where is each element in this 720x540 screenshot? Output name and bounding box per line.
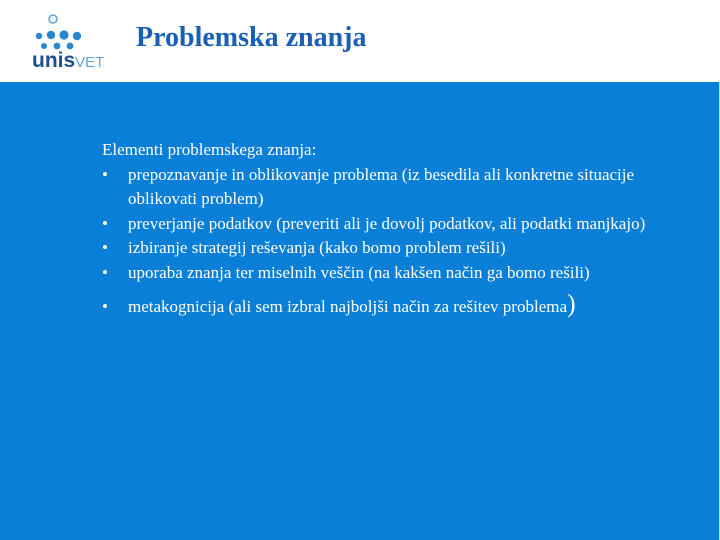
bullet-item bbox=[102, 212, 702, 237]
slide-title: Problemska znanja bbox=[136, 22, 367, 53]
bullet-dot: • bbox=[102, 238, 108, 257]
bullet-item bbox=[102, 163, 702, 212]
bullet-item bbox=[102, 236, 702, 261]
content-text bbox=[102, 138, 702, 320]
bullet-text: prepoznavanje in oblikovanje problema (iz besedila ali konkretne situacije oblikovati problem) bbox=[128, 164, 635, 208]
unisvet-logo bbox=[30, 12, 130, 76]
bullet-dot: • bbox=[102, 297, 108, 316]
svg-text:unisVET bbox=[32, 49, 104, 72]
bullet-text: izbiranje strategij reševanja (kako bomo problem rešili) bbox=[128, 238, 506, 257]
bullet-text: uporaba znanja ter miselnih veščin (na kakšen način ga bomo rešili) bbox=[128, 262, 590, 282]
bullet-text: preverjanje podatkov (preveriti ali je dovolj podatkov, ali podatki manjkajo) bbox=[128, 213, 646, 233]
slide-header bbox=[0, 0, 720, 82]
bullet-dot: • bbox=[102, 262, 108, 282]
closing-parenthesis: ) bbox=[567, 289, 576, 318]
bullet-dot: • bbox=[102, 164, 108, 184]
bullet-dot: • bbox=[102, 213, 108, 233]
logo-text-dark: unis bbox=[32, 49, 76, 72]
bullet-text: metakognicija (ali sem izbral najboljši način za rešitev problema bbox=[128, 297, 568, 316]
bullet-item bbox=[102, 289, 702, 320]
logo-text-light: VET bbox=[75, 54, 105, 71]
bullet-list bbox=[102, 163, 702, 320]
bullet-item bbox=[102, 261, 702, 286]
content-heading: Elementi problemskega znanja: bbox=[102, 140, 317, 159]
